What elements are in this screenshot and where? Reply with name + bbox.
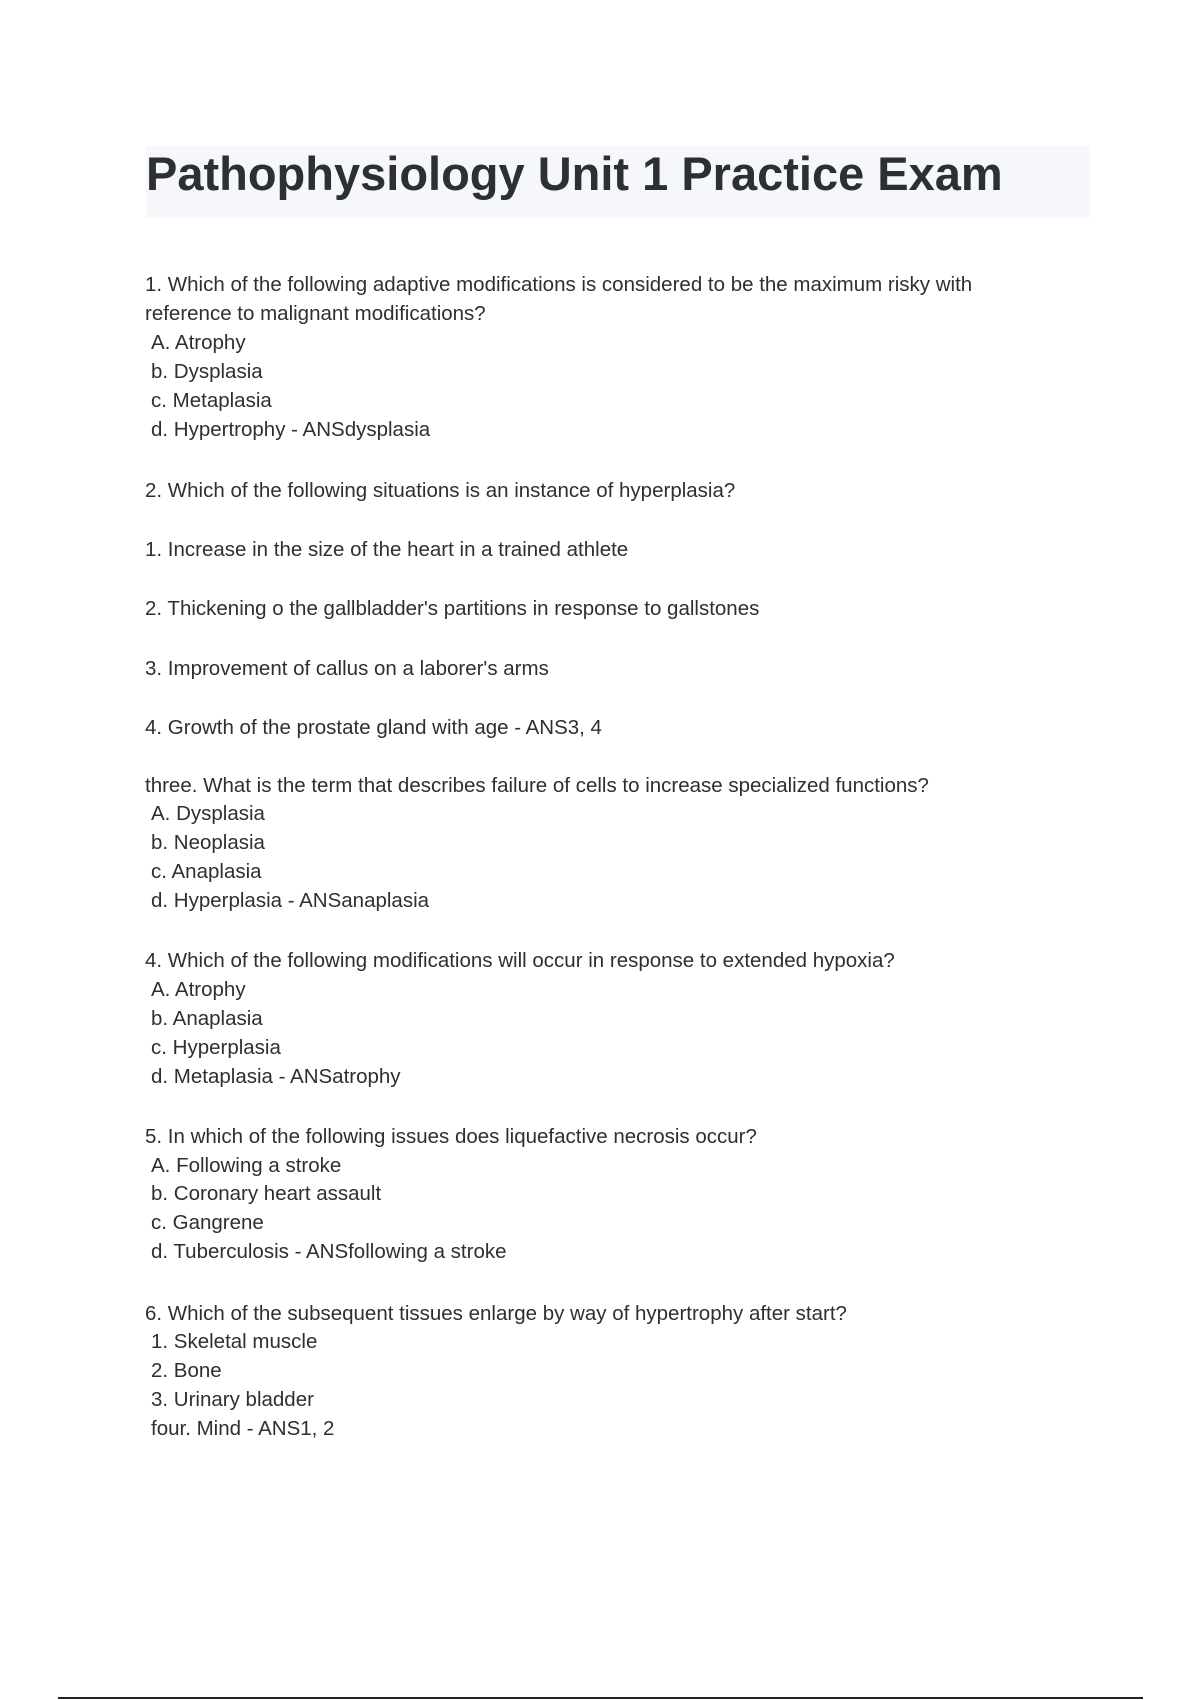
question-2-item-1: 1. Increase in the size of the heart in a trained athlete xyxy=(145,538,629,561)
page-title: Pathophysiology Unit 1 Practice Exam xyxy=(146,147,1003,200)
question-1-option-b: b. Dysplasia xyxy=(151,360,263,383)
question-2-item-3: 3. Improvement of callus on a laborer's arms xyxy=(145,657,549,680)
question-6-item-2: 2. Bone xyxy=(151,1359,222,1382)
question-3-option-d-answer: d. Hyperplasia - ANSanaplasia xyxy=(151,889,430,912)
question-5-option-a: A. Following a stroke xyxy=(151,1154,342,1177)
question-5-option-c: c. Gangrene xyxy=(151,1211,264,1234)
question-6-item-4-answer: four. Mind - ANS1, 2 xyxy=(151,1417,335,1440)
question-5-option-b: b. Coronary heart assault xyxy=(151,1182,382,1205)
question-3-option-b: b. Neoplasia xyxy=(151,831,265,854)
question-1-prompt-line-1: 1. Which of the following adaptive modifications is considered to be the maximum risky with xyxy=(145,273,973,296)
question-3-option-a: A. Dysplasia xyxy=(151,802,265,825)
title-banner xyxy=(146,146,1090,218)
question-1-option-a: A. Atrophy xyxy=(151,331,246,354)
question-1-option-d-answer: d. Hypertrophy - ANSdysplasia xyxy=(151,418,431,441)
question-1-prompt-line-2: reference to malignant modifications? xyxy=(145,302,486,325)
question-2-item-4-answer: 4. Growth of the prostate gland with age - ANS3, 4 xyxy=(145,716,602,739)
question-2-item-2: 2. Thickening o the gallbladder's partitions in response to gallstones xyxy=(145,597,760,620)
question-4-prompt: 4. Which of the following modifications will occur in response to extended hypoxia? xyxy=(145,949,895,972)
question-1-option-c: c. Metaplasia xyxy=(151,389,272,412)
question-3-option-c: c. Anaplasia xyxy=(151,860,262,883)
question-5-prompt: 5. In which of the following issues does liquefactive necrosis occur? xyxy=(145,1125,757,1148)
question-4-option-c: c. Hyperplasia xyxy=(151,1036,281,1059)
question-3-prompt: three. What is the term that describes failure of cells to increase specialized functions? xyxy=(145,774,929,797)
question-6-prompt: 6. Which of the subsequent tissues enlarge by way of hypertrophy after start? xyxy=(145,1302,847,1325)
question-5-option-d-answer: d. Tuberculosis - ANSfollowing a stroke xyxy=(151,1240,507,1263)
question-4-option-d-answer: d. Metaplasia - ANSatrophy xyxy=(151,1065,401,1088)
question-6-item-3: 3. Urinary bladder xyxy=(151,1388,314,1411)
question-2-prompt: 2. Which of the following situations is an instance of hyperplasia? xyxy=(145,479,736,502)
question-4-option-a: A. Atrophy xyxy=(151,978,246,1001)
footer-divider xyxy=(58,1697,1143,1699)
question-4-option-b: b. Anaplasia xyxy=(151,1007,263,1030)
question-6-item-1: 1. Skeletal muscle xyxy=(151,1330,318,1353)
